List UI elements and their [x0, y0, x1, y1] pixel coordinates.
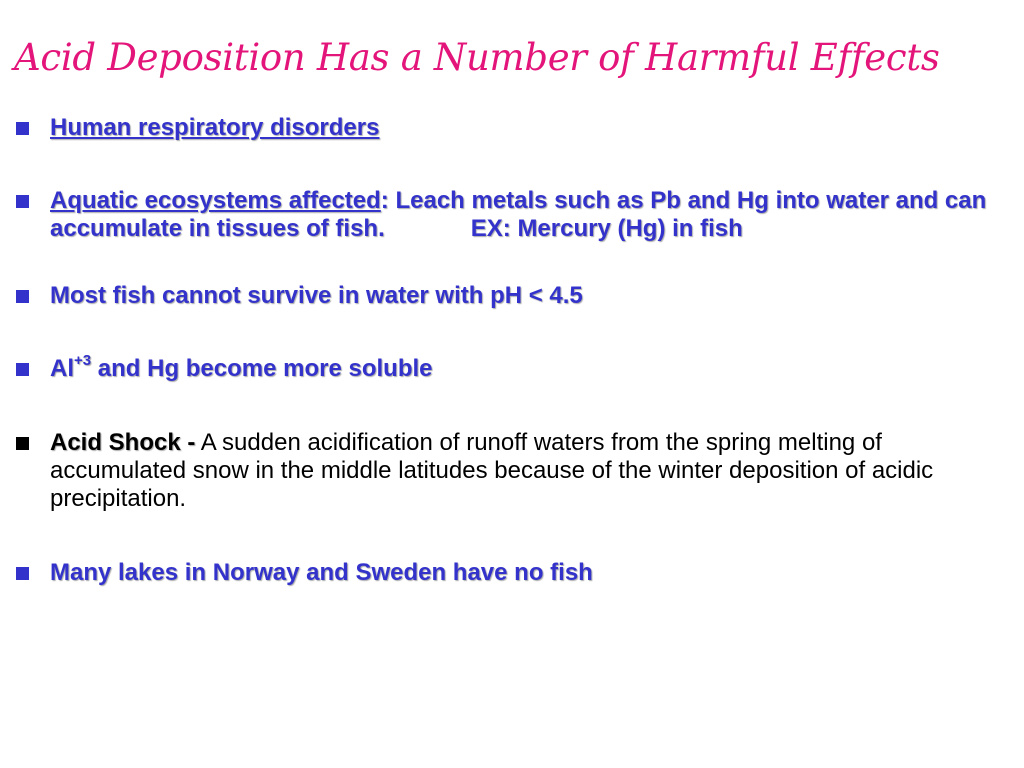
square-bullet-icon — [16, 363, 29, 376]
bullet-ph — [16, 282, 1006, 310]
square-bullet-icon — [16, 195, 29, 208]
aquatic-description: : Leach metals such as Pb and Hg into water and can accumulate in tissues of fish. — [50, 187, 987, 242]
bullet-solubility — [16, 352, 1006, 383]
bullet-lakes — [16, 559, 1006, 587]
aluminum-symbol: Al — [50, 355, 74, 382]
aluminum-charge: +3 — [74, 352, 92, 369]
square-bullet-icon — [16, 290, 29, 303]
bullet-acid-shock — [16, 429, 1006, 513]
bullet-text — [50, 187, 1006, 243]
bullet-text — [50, 429, 1006, 513]
respiratory-link[interactable]: Human respiratory disorders — [50, 114, 380, 141]
bullet-text: Many lakes in Norway and Sweden have no fish — [50, 559, 593, 586]
square-bullet-icon — [16, 122, 29, 135]
slide-title: Acid Deposition Has a Number of Harmful Effects — [14, 36, 940, 79]
acid-shock-definition: A sudden acidification of runoff waters from the spring melting of accumulated snow in the middle latitudes because of the winter deposition of acidic precipitation. — [50, 429, 934, 512]
aquatic-link[interactable]: Aquatic ecosystems affected — [50, 187, 381, 214]
bullet-respiratory — [16, 114, 1006, 142]
solubility-text: and Hg become more soluble — [91, 355, 433, 382]
square-bullet-icon — [16, 437, 29, 450]
square-bullet-icon — [16, 567, 29, 580]
bullet-text: Most fish cannot survive in water with pH < 4.5 — [50, 282, 583, 309]
acid-shock-term: Acid Shock - — [50, 429, 196, 456]
bullet-aquatic — [16, 187, 1006, 243]
bullet-text — [50, 114, 1006, 142]
bullet-text — [50, 352, 1006, 383]
aquatic-example: EX: Mercury (Hg) in fish — [470, 215, 743, 242]
